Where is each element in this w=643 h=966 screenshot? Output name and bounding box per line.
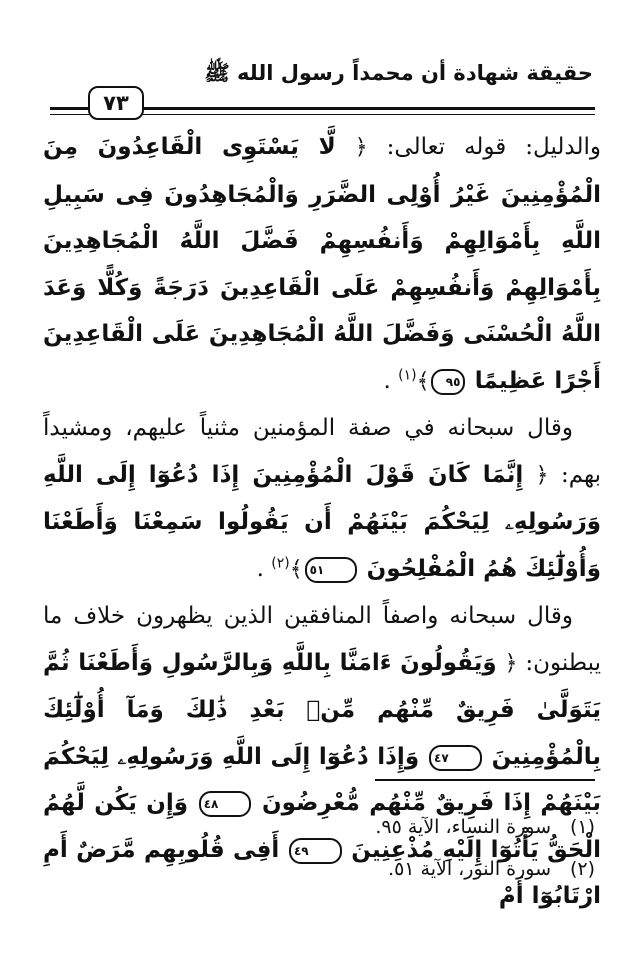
ayah-number-marker: ٤٩ [289,838,342,864]
verse-open-bracket: ﴿ [535,462,549,488]
ayah-number-marker: ٥١ [305,557,358,583]
paragraph-end: . [383,367,399,394]
footnotes [195,806,595,890]
quran-verse: وَإِذَا دُعُوٓا إِلَى اللَّهِ وَرَسُولِهِۦ لِيَحْكُمَ بَيْنَهُمْ إِذَا فَرِيقٌ مِّنْهُم مُّعْرِضُونَ [43,743,602,816]
ayah-number-marker: ٤٨ [199,791,252,817]
quran-verse: وَإِن يَكُن لَّهُمُ الْحَقُّ يَأْتُوٓا إِلَيْهِ مُذْعِنِينَ [43,790,601,863]
ayah-number-marker: ٩٥ [431,369,465,395]
quran-verse: لَّا يَسْتَوِى الْقَاعِدُونَ مِنَ الْمُؤْمِنِينَ غَيْرُ أُوْلِى الضَّرَرِ وَالْمُجَاهِدُونَ فِى سَبِيلِ اللَّهِ بِأَمْوَالِهِمْ وَأَنفُسِهِمْ فَضَّلَ اللَّهُ الْمُجَاهِدِينَ بِأَمْوَالِهِمْ وَأَنفُسِهِمْ عَلَى الْقَاعِدِينَ دَرَجَةً وَكُلًّا وَعَدَ اللَّهُ الْحُسْنَى وَفَضَّلَ اللَّهُ الْمُجَاهِدِينَ عَلَى الْقَاعِدِينَ أَجْرًا عَظِيمًا [43,134,601,394]
footnote-mark: (١) [569,816,595,838]
verse-close-bracket: ﴾ [289,556,303,582]
footnote-text: سورة النور، الآية ٥١. [388,858,551,880]
footnote-item [195,848,595,890]
footnote-separator [375,779,595,781]
paragraph-evidence [43,124,601,405]
footnote-ref: (١) [398,366,417,383]
paragraph-lead: والدليل: قوله تعالى: [367,134,601,160]
paragraph-believers [43,405,601,593]
verse-open-bracket: ﴿ [504,650,518,676]
paragraph-lead: وقال سبحانه في صفة المؤمنين مثنياً عليهم، ومشيداً بهم: [43,415,601,488]
footnote-mark: (٢) [569,858,595,880]
verse-open-bracket: ﴿ [354,135,368,160]
paragraph-end: . [256,555,272,582]
paragraph-lead: وقال سبحانه واصفاً المنافقين الذين يظهرون خلاف ما يبطنون: [43,603,602,676]
footnote-ref: (٢) [271,554,290,571]
verse-close-bracket: ﴾ [416,368,430,394]
footnote-item [195,806,595,848]
page-number: ٧٣ [88,86,144,120]
running-title: حقيقة شهادة أن محمداً رسول الله ﷺ [204,61,593,85]
footnote-text: سورة النساء، الآية ٩٥. [375,816,551,838]
body-text [43,124,601,920]
ayah-number-marker: ٤٧ [429,745,482,771]
quran-verse: وَيَقُولُونَ ءَامَنَّا بِاللَّهِ وَبِالرَّسُولِ وَأَطَعْنَا ثُمَّ يَتَوَلَّىٰ فَرِيقٌ مِّنْهُم مِّنۢ بَعْدِ ذَٰلِكَ وَمَآ أُوْلَٰٓئِكَ بِالْمُؤْمِنِينَ [43,649,602,770]
quran-verse: أَفِى قُلُوبِهِم مَّرَضٌ أَمِ ارْتَابُوٓا أَمْ [43,836,601,909]
quran-verse: إِنَّمَا كَانَ قَوْلَ الْمُؤْمِنِينَ إِذَا دُعُوٓا إِلَى اللَّهِ وَرَسُولِهِۦ لِيَحْكُمَ بَيْنَهُمْ أَن يَقُولُوا سَمِعْنَا وَأَطَعْنَا وَأُوْلَٰٓئِكَ هُمُ الْمُفْلِحُونَ [43,461,601,582]
